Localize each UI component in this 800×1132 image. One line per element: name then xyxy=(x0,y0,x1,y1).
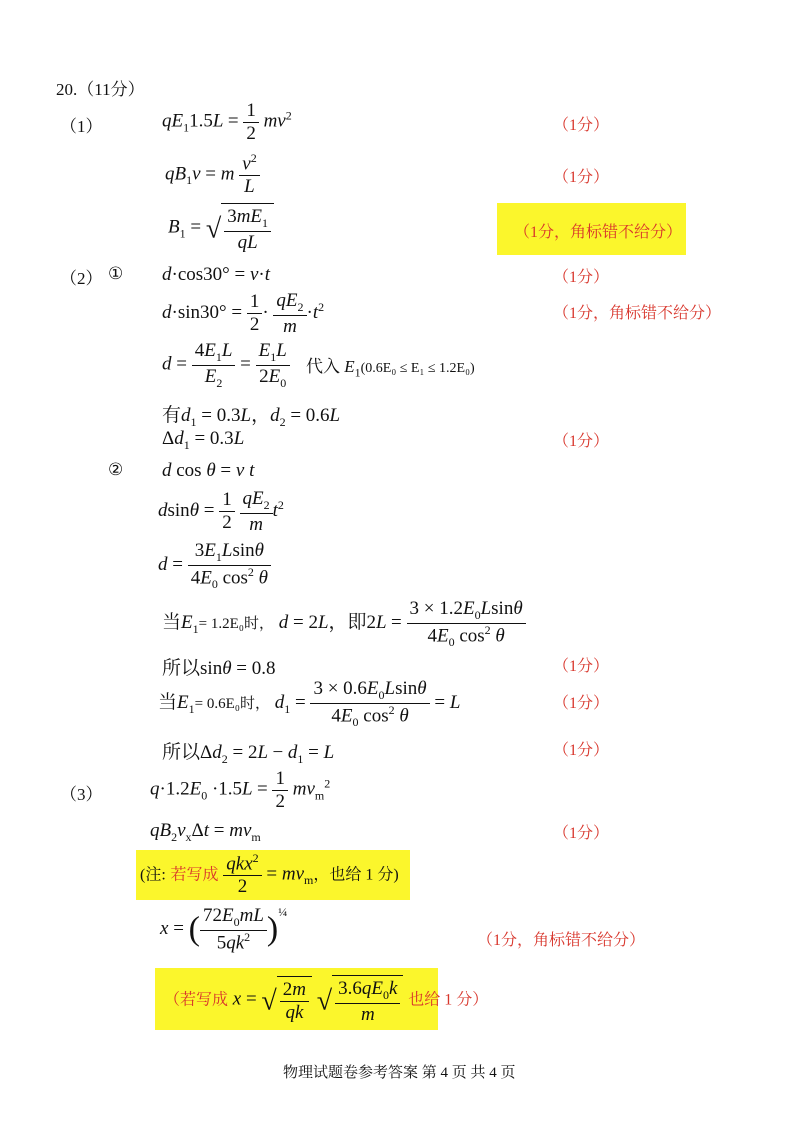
score-3a: （1分） xyxy=(553,825,610,842)
score-2e: （1分） xyxy=(553,695,610,712)
score-2d: （1分） xyxy=(553,658,610,675)
part3-label: （3） xyxy=(60,785,103,804)
score-2b: （1分，角标错不给分） xyxy=(553,305,722,322)
eq-dcos30: d·cos30° = v·t xyxy=(162,264,271,285)
eq-dcos-theta: d cos θ = v t xyxy=(162,460,255,481)
eq-b1: $B_1$ = √ $\frac{3mE_1}{qL}$ xyxy=(168,203,274,253)
score-2a: （1分） xyxy=(553,269,610,286)
substitute-text: 代入 $E_1(0.6E_0 \le E_1 \le 1.2E_0)$ xyxy=(306,357,475,380)
alt-x-form: （若写成 x = √ $\frac{2m}{qk}$ √ $\frac{3.6qE_0k}{m}$ 也给 1 分） xyxy=(164,975,488,1025)
page-footer: 物理试题卷参考答案 第 4 页 共 4 页 xyxy=(283,1065,516,1081)
score-1b: （1分） xyxy=(553,169,610,186)
part1-label: （1） xyxy=(60,117,103,136)
score-1a: （1分） xyxy=(553,117,610,134)
eq-impulse: $qB_2v_x\Delta t = mv_m$ xyxy=(150,820,261,844)
part2-label: （2） xyxy=(60,269,103,288)
eq-energy-3: $q\cdot 1.2E_0 \cdot 1.5L$ = $\frac{1}{2}$ $mv_m^2$ xyxy=(150,768,331,812)
eq-d-e2: d = $\frac{4E_1L}{E_2}$ = $\frac{E_1L}{2E_0}$ xyxy=(162,340,290,390)
score-1c: （1分，角标错不给分） xyxy=(514,224,683,241)
eq-delta-d1: $\Delta d_1 = 0.3L$ xyxy=(162,428,245,452)
part2-sub2: ② xyxy=(108,460,124,479)
eq-sin-theta: 所以sinθ = 0.8 xyxy=(162,658,276,679)
eq-dsin-theta: dsinθ = $\frac{1}{2}$ $\frac{qE_2}{m}$ $t^2$ xyxy=(158,488,284,535)
score-2c: （1分） xyxy=(553,433,610,450)
note-alt-form: (注: 若写成 $\frac{qkx^2}{2}$ = $mv_m$，也给 1 分) xyxy=(140,851,399,898)
eq-when-06: 当$E_1= 0.6E_0$时， $d_1$ = $\frac{3 \times 0.6E_0Lsin\theta}{4E_0 \cos^2 \theta}$ = L xyxy=(158,678,461,729)
eq-delta-d2: 所以$\Delta d_2 = 2L - d_1 = L$ xyxy=(162,742,335,766)
eq-energy-1: $qE_11.5L$ = $\frac{1}{2}$ $mv^2$ xyxy=(162,100,292,144)
eq-d1-d2: 有$d_1 = 0.3L$，$d_2 = 0.6L$ xyxy=(162,405,341,429)
score-3b: （1分，角标错不给分） xyxy=(477,932,646,949)
eq-lorentz-1: $qB_1v = m$ $\frac{v^2}{L}$ xyxy=(165,152,260,198)
question-number: 20.（11分） xyxy=(56,80,145,99)
eq-d-theta: d = $\frac{3E_1Lsin\theta}{4E_0 \cos^2 \theta}$ xyxy=(158,540,271,592)
score-2f: （1分） xyxy=(553,742,610,759)
eq-x: x = ( $\frac{72E_0mL}{5qk^2}$ )$^{\frac{1}{4}}$ xyxy=(160,905,288,953)
eq-when-12: 当$E_1= 1.2E_0$时， d = 2L，即2L = $\frac{3 \times 1.2E_0Lsin\theta}{4E_0 \cos^2 \theta}$ xyxy=(162,598,526,650)
eq-dsin30: d·sin30° = $\frac{1}{2}$ · $\frac{qE_2}{m}$ $\cdot t^2$ xyxy=(162,290,325,337)
part2-sub1: ① xyxy=(108,264,124,283)
